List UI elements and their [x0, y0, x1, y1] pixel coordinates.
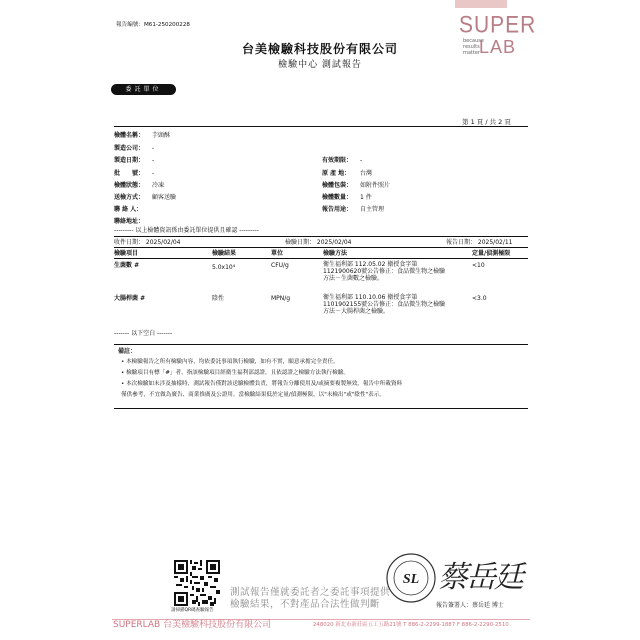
field-value: 芋頭酥 — [152, 132, 171, 139]
field-label: 批 號： — [114, 170, 145, 177]
field-label: 檢體名稱： — [114, 132, 145, 139]
remark-line: 僅供參考，不宜做為廣告、商業推廣及公證用。當檢驗結果低於定量/偵測極限，以"未檢出"或"陰性"表示。 — [121, 392, 385, 398]
official-seal-icon — [385, 552, 437, 604]
field-label: 報告用途： — [322, 206, 353, 213]
test-method-line: 1101902155號公告修正：食品微生物之檢驗 — [323, 301, 446, 308]
field-value: - — [152, 170, 155, 177]
field-value: - — [360, 157, 363, 164]
company-title: 台美檢驗科技股份有限公司 — [241, 42, 398, 56]
logo-color-band — [455, 0, 507, 8]
field-label: 聯絡地址： — [114, 218, 145, 225]
disclaimer-stamp — [230, 587, 390, 611]
test-result: 5.0x10⁴ — [212, 264, 236, 271]
divider — [114, 258, 528, 259]
seal-letters: SL — [402, 572, 420, 587]
test-method-line: 衛生福利部 112.05.02 衛授食字第 — [323, 261, 418, 268]
report-date: 報告日期： 2025/02/11 — [446, 239, 513, 246]
test-result: 陰性 — [212, 295, 225, 302]
report-number: 報告編號：M61-250200228 — [116, 22, 190, 28]
logo-lab-text: LAB — [479, 37, 517, 57]
field-label: 檢體狀態： — [114, 182, 145, 189]
field-value: 如附件照片 — [360, 182, 391, 189]
field-value: 台灣 — [360, 170, 373, 177]
table-header: 定量/偵測極限 — [472, 250, 511, 257]
divider — [114, 236, 528, 237]
test-item: 生菌數 # — [114, 262, 140, 269]
signer-name: 報告簽署人：蔡岳廷 博士 — [436, 602, 504, 609]
field-value: - — [152, 145, 155, 152]
verification-qr-code[interactable] — [174, 560, 220, 606]
provided-info-note: --------- 以上檢體資訊係由委託單位提供且確認 --------- — [114, 227, 259, 234]
test-item: 大腸桿菌 # — [114, 295, 146, 302]
test-limit: <3.0 — [472, 295, 487, 302]
logo-tagline-line: results — [463, 44, 480, 50]
disclaimer-line: 測試報告僅就委託者之委託事項提供 — [230, 587, 391, 598]
field-label: 檢體數量： — [322, 194, 353, 201]
field-value: 冷凍 — [152, 182, 165, 189]
field-label: 製造日期： — [114, 157, 145, 164]
test-unit: CFU/g — [271, 262, 289, 269]
table-header: 檢驗項目 — [114, 250, 139, 257]
remarks-title: 備註： — [118, 348, 137, 355]
test-method-line: 方法－大腸桿菌之檢驗。 — [323, 308, 390, 315]
test-method-line: 衛生福利部 110.10.06 衛授食字第 — [323, 294, 418, 301]
disclaimer-line: 檢驗結果，不對產品合法性做判斷 — [230, 599, 381, 610]
remark-line: • 本次檢驗如未涉及抽樣時，測試報告僅對該送驗檢體負責，將報告分離使用及/或摘要複製無效，報告中所載資料 — [121, 381, 403, 387]
received-date: 收件日期： 2025/02/04 — [114, 239, 181, 246]
remark-line: • 檢驗項目有標「#」者，指該檢驗項目經衛生福利部認證，且依認證之檢驗方法執行檢驗。 — [121, 370, 349, 376]
test-date: 檢驗日期： 2025/02/04 — [285, 239, 352, 246]
field-value: 顧客送驗 — [152, 194, 177, 201]
field-value: 1 件 — [360, 194, 372, 201]
test-method-line: 1121900620號公告修正：食品微生物之檢驗 — [323, 268, 446, 275]
table-header: 檢驗方法 — [323, 250, 348, 257]
qr-caption: 請掃描QR碼查驗報告 — [171, 608, 214, 613]
field-label: 送檢方式： — [114, 194, 145, 201]
logo-tagline-line: because — [463, 38, 484, 44]
logo-super-text: SUPER — [459, 12, 537, 39]
field-value: - — [152, 157, 155, 164]
field-label: 原 產 地： — [322, 170, 351, 177]
footer-company-name: SUPERLAB 台美檢驗科技股份有限公司 — [113, 620, 272, 630]
logo-tagline-line: matter — [463, 50, 480, 56]
field-label: 檢體包裝： — [322, 182, 353, 189]
divider — [114, 126, 528, 127]
field-label: 聯 絡 人： — [114, 206, 143, 213]
test-limit: <10 — [472, 262, 485, 269]
report-subtitle: 檢驗中心 測試報告 — [278, 60, 362, 70]
remark-line: • 本檢驗報告之所有檢驗內容，均依委託事項執行檢驗，如有不實，願意承擔完全責任。 — [121, 359, 339, 365]
blank-below-note: ------- 以下空白 ------- — [114, 330, 173, 337]
footer-address: 248020 新北市新莊區五工五路21號 T 886-2-2299-1887 F 886-2-2290-2510 — [313, 622, 509, 628]
field-value: 自主管理 — [360, 206, 385, 213]
table-header: 檢驗結果 — [212, 250, 237, 257]
signature: 蔡岳廷 — [438, 560, 522, 595]
section-label: 委託單位 — [111, 84, 176, 95]
field-label: 製造公司： — [114, 145, 145, 152]
test-method-line: 方法－生菌數之檢驗。 — [323, 275, 384, 282]
page-number: 第 1 頁 / 共 2 頁 — [462, 118, 511, 126]
test-unit: MPN/g — [271, 295, 291, 302]
divider — [114, 247, 528, 248]
field-label: 有效期限： — [322, 157, 353, 164]
table-header: 單位 — [271, 250, 284, 257]
